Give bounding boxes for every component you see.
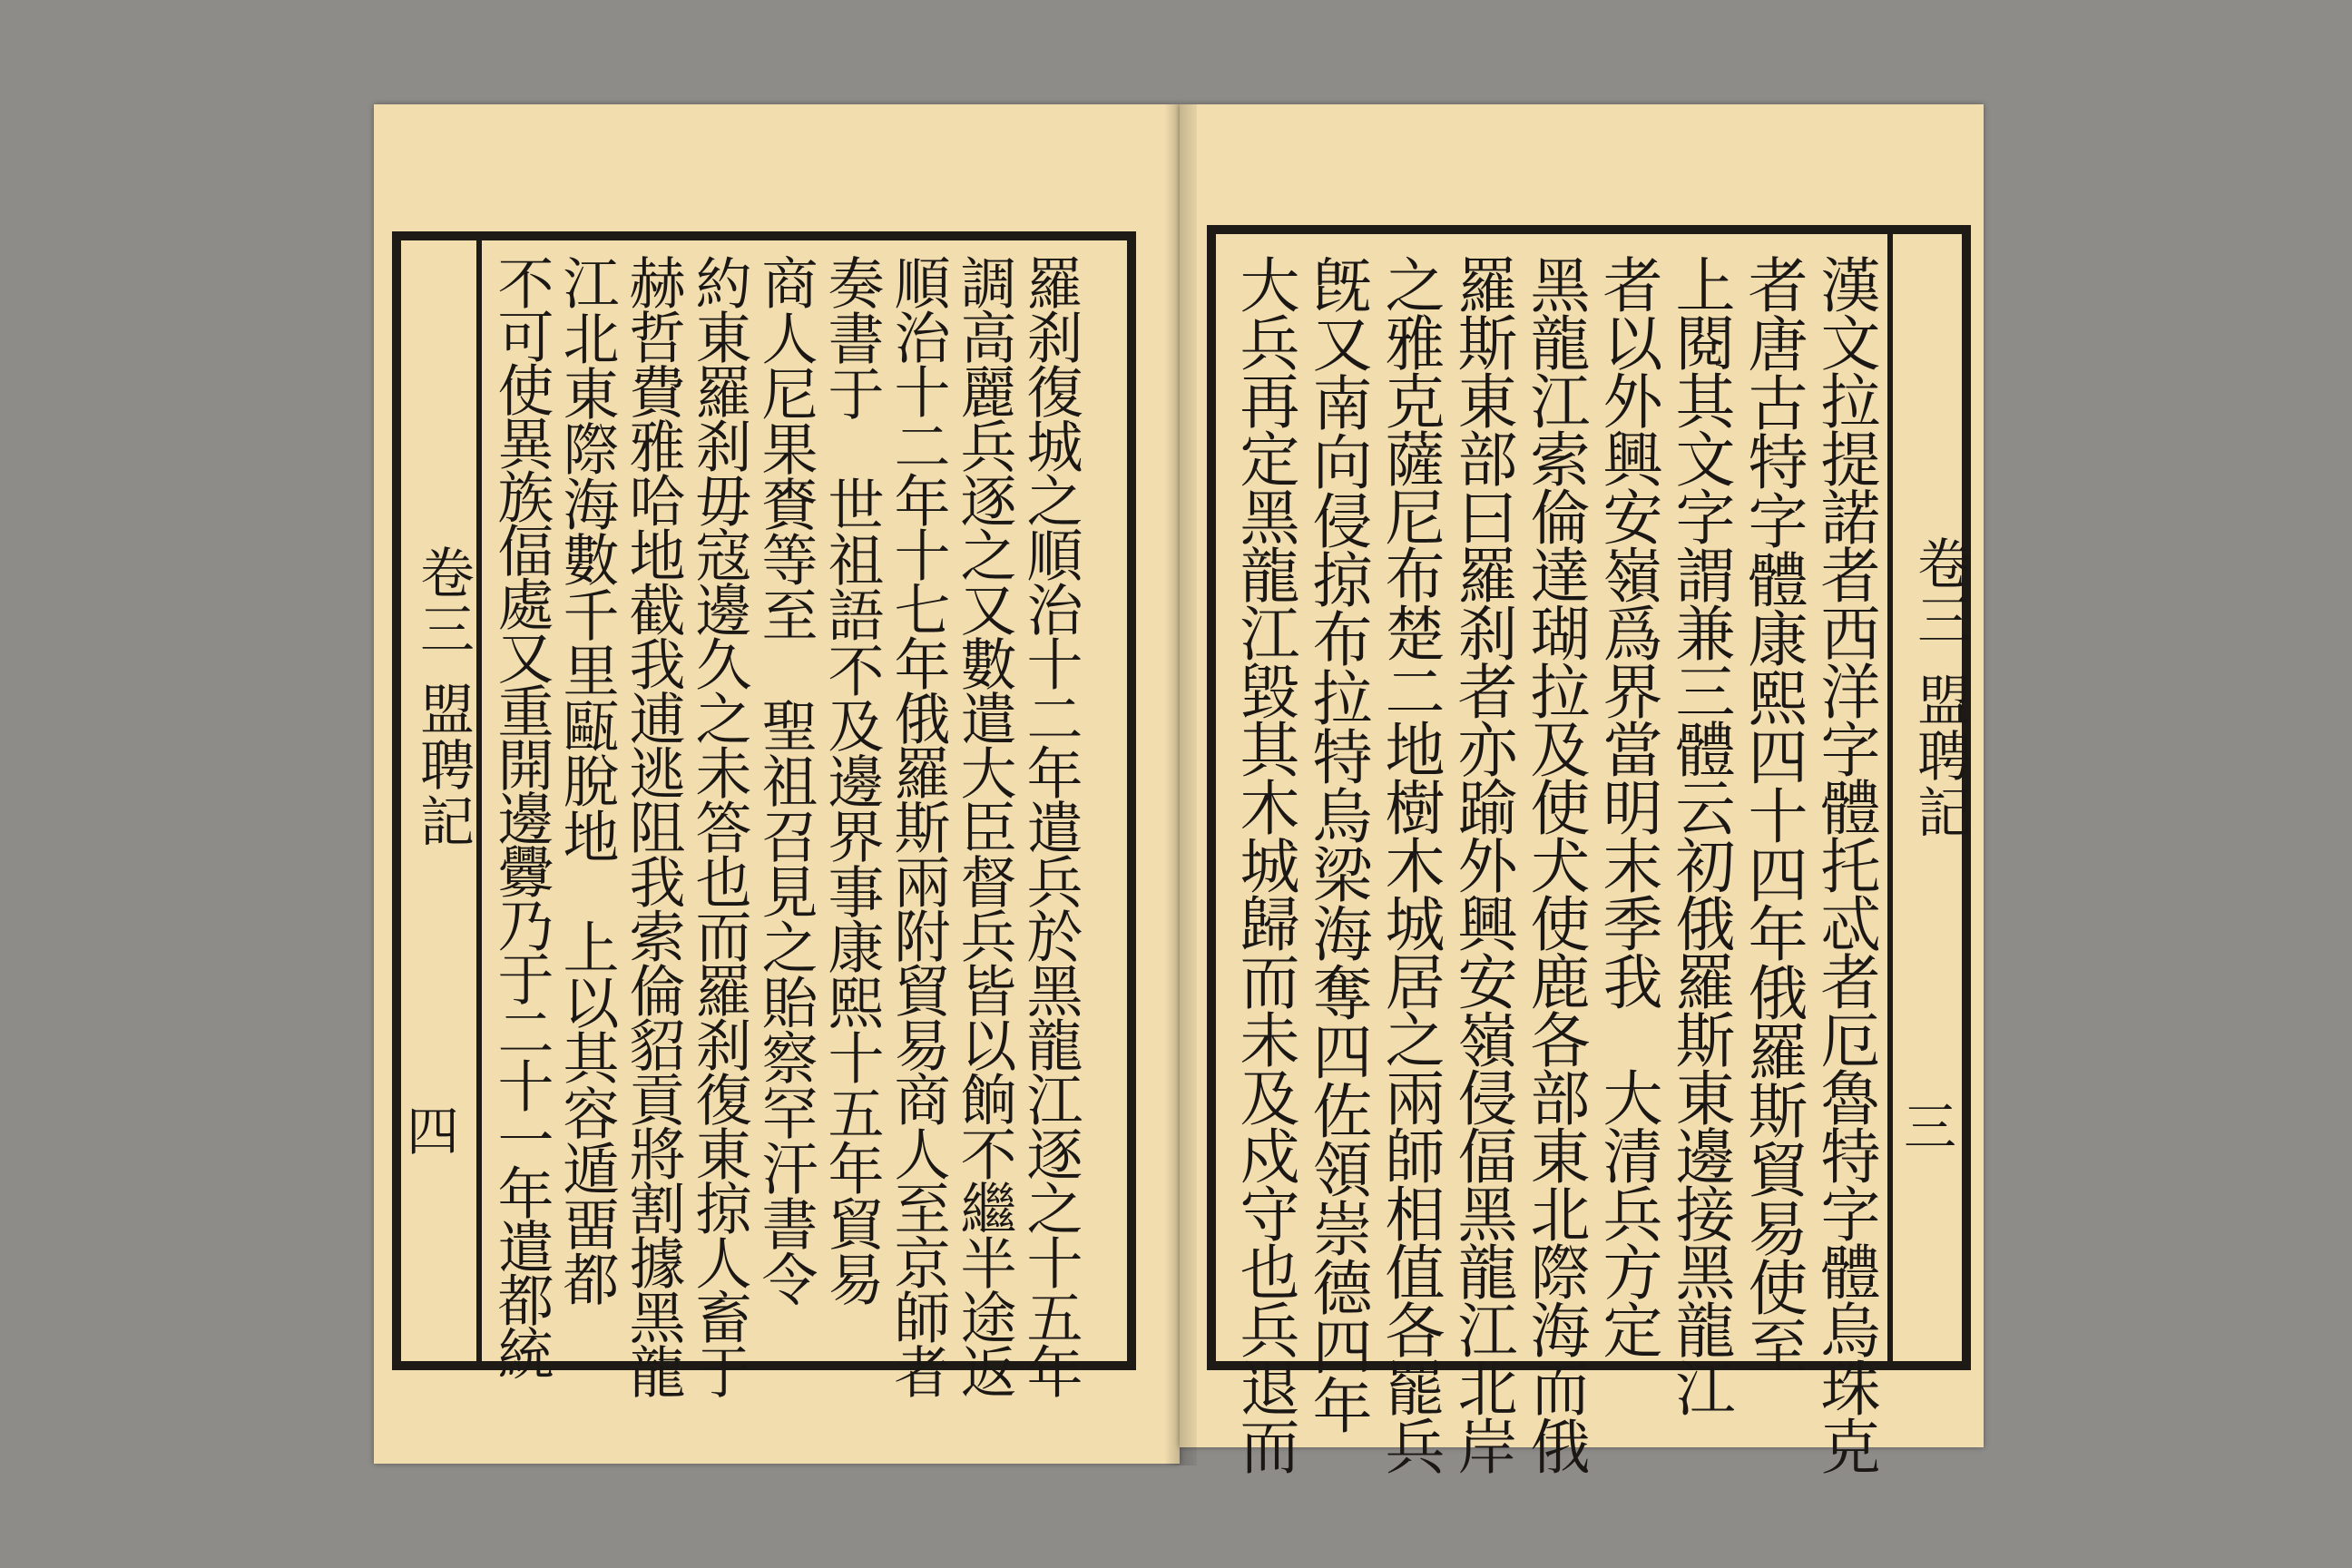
left-column-5: 商人尼果賚等至 聖祖召見之貽察罕汗書令 [752, 254, 818, 1306]
right-column-9: 大兵再定黑龍江毀其木城歸而未及戍守也兵退而 [1230, 254, 1299, 1474]
left-page-number: 四 [407, 1101, 460, 1162]
right-column-5: 黑龍江索倫達瑚拉及使犬使鹿各部東北際海而俄 [1520, 254, 1590, 1474]
left-margin-chapter: 卷三 [411, 544, 475, 657]
right-column-8: 旣又南向侵掠布拉特烏梁海奪四佐領崇德四年 [1302, 254, 1372, 1434]
left-column-4: 奏書于 世祖語不及邊界事康熙十五年貿易 [818, 254, 885, 1306]
right-column-3: 上閱其文字謂兼三體云初俄羅斯東邊接黑龍江 [1665, 254, 1735, 1416]
left-column-8: 江北東際海數千里甌脫地 上以其容遁畱都 [554, 254, 620, 1306]
right-margin-rule [1887, 234, 1893, 1361]
right-column-6: 羅斯東部曰羅刹者亦踰外興安嶺侵偪黑龍江北岸 [1447, 254, 1517, 1474]
left-column-3: 順治十二年十七年俄羅斯兩附貿易商人至京師者 [885, 254, 951, 1397]
left-column-9: 不可使異族偪處又重開邊釁乃于二十一年遣都統 [488, 254, 554, 1378]
left-margin-title: 盟聘記 [411, 681, 475, 849]
left-column-7: 赫哲費雅哈地截我逋逃阻我索倫貂貢將割據黑龍 [620, 254, 686, 1397]
left-column-6: 約東羅刹毋寇邊久之未答也而羅刹復東掠人畜于 [686, 254, 752, 1397]
right-column-2: 者唐古特字體康熙四十四年俄羅斯貿易使至 [1738, 254, 1808, 1375]
right-column-7: 之雅克薩尼布楚二地樹木城居之兩師相值各罷兵 [1375, 254, 1445, 1474]
book-gutter [1164, 104, 1197, 1465]
right-margin-title: 盟聘記 [1908, 671, 1972, 840]
left-column-2: 調高麗兵逐之又數遣大臣督兵皆以餉不繼半途返 [951, 254, 1017, 1397]
left-column-1: 羅刹復城之順治十二年遣兵於黑龍江逐之十五年 [1017, 254, 1083, 1397]
right-page-number: 三 [1904, 1096, 1957, 1158]
right-margin-chapter: 卷三 [1908, 535, 1972, 648]
right-column-4: 者以外興安嶺爲界當明末季我 大清兵方定 [1592, 254, 1662, 1357]
right-column-1: 漢文拉提諾者西洋字體托忒者厄魯特字體烏珠克 [1810, 254, 1880, 1474]
